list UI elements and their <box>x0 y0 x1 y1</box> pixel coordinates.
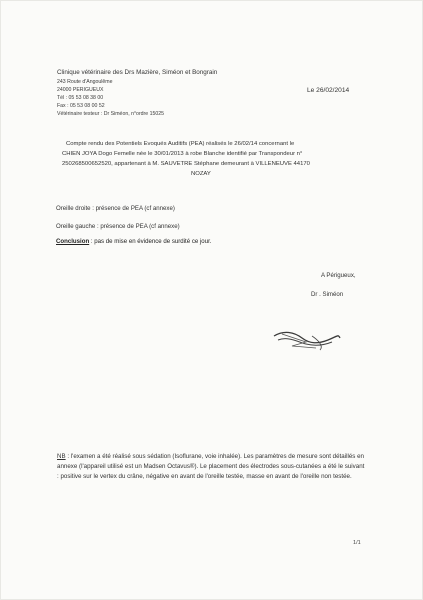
report-title-line1: Compte rendu des Potentiels Evoqués Auditifs (PEA) réalisés le 26/02/14 concernant le <box>66 141 295 147</box>
clinic-address-line2: 24000 PERIGUEUX <box>57 87 104 93</box>
clinic-fax: Fax : 05 53 08 00 52 <box>57 103 105 109</box>
report-date: Le 26/02/2014 <box>307 87 350 94</box>
signoff-doctor: Dr . Siméon <box>311 291 344 298</box>
signoff-place: A Périgueux, <box>321 272 356 279</box>
conclusion-label: Conclusion <box>56 238 90 245</box>
page-number: 1/1 <box>353 540 361 546</box>
clinic-address-line1: 243 Route d'Angoulême <box>57 79 113 85</box>
left-ear-result: Oreille gauche : présence de PEA (cf annexe) <box>56 223 180 230</box>
clinic-name: Clinique vétérinaire des Drs Mazière, Siméon et Bongrain <box>57 69 218 76</box>
report-title-line4: NOZAY <box>191 171 211 177</box>
signature-image <box>272 322 342 354</box>
conclusion-text: : pas de mise en évidence de surdité ce jour. <box>89 238 212 245</box>
report-title-line2: CHIEN JOYA Dogo Femelle née le 30/01/2013 à robe Blanche identifié par Transpondeur n° <box>62 151 303 157</box>
conclusion <box>56 239 211 245</box>
examination-note <box>57 452 367 482</box>
vet-tester: Vétérinaire testeur : Dr Siméon, n°ordre 15025 <box>57 111 165 117</box>
note-label: NB <box>57 453 66 460</box>
right-ear-result: Oreille droite : présence de PEA (cf annexe) <box>56 205 175 212</box>
clinic-tel: Tél : 05 53 08 38 00 <box>57 95 104 101</box>
report-title-line3: 250268500652520, appartenant à M. SAUVETRE Stéphane demeurant à VILLENEUVE 44170 <box>62 161 310 167</box>
note-text: : l'examen a été réalisé sous sédation (Isoflurane, voie inhalée). Les paramètres de mesure sont détaillés en annexe (l'appareil utilisé est un Madsen Octavus®). Le placement des électrodes sous-cutanées a été le suivant : positive sur le vertex du crâne, négative en avant de l'oreille testée, masse en avant de l'oreille non testée. <box>57 453 365 480</box>
